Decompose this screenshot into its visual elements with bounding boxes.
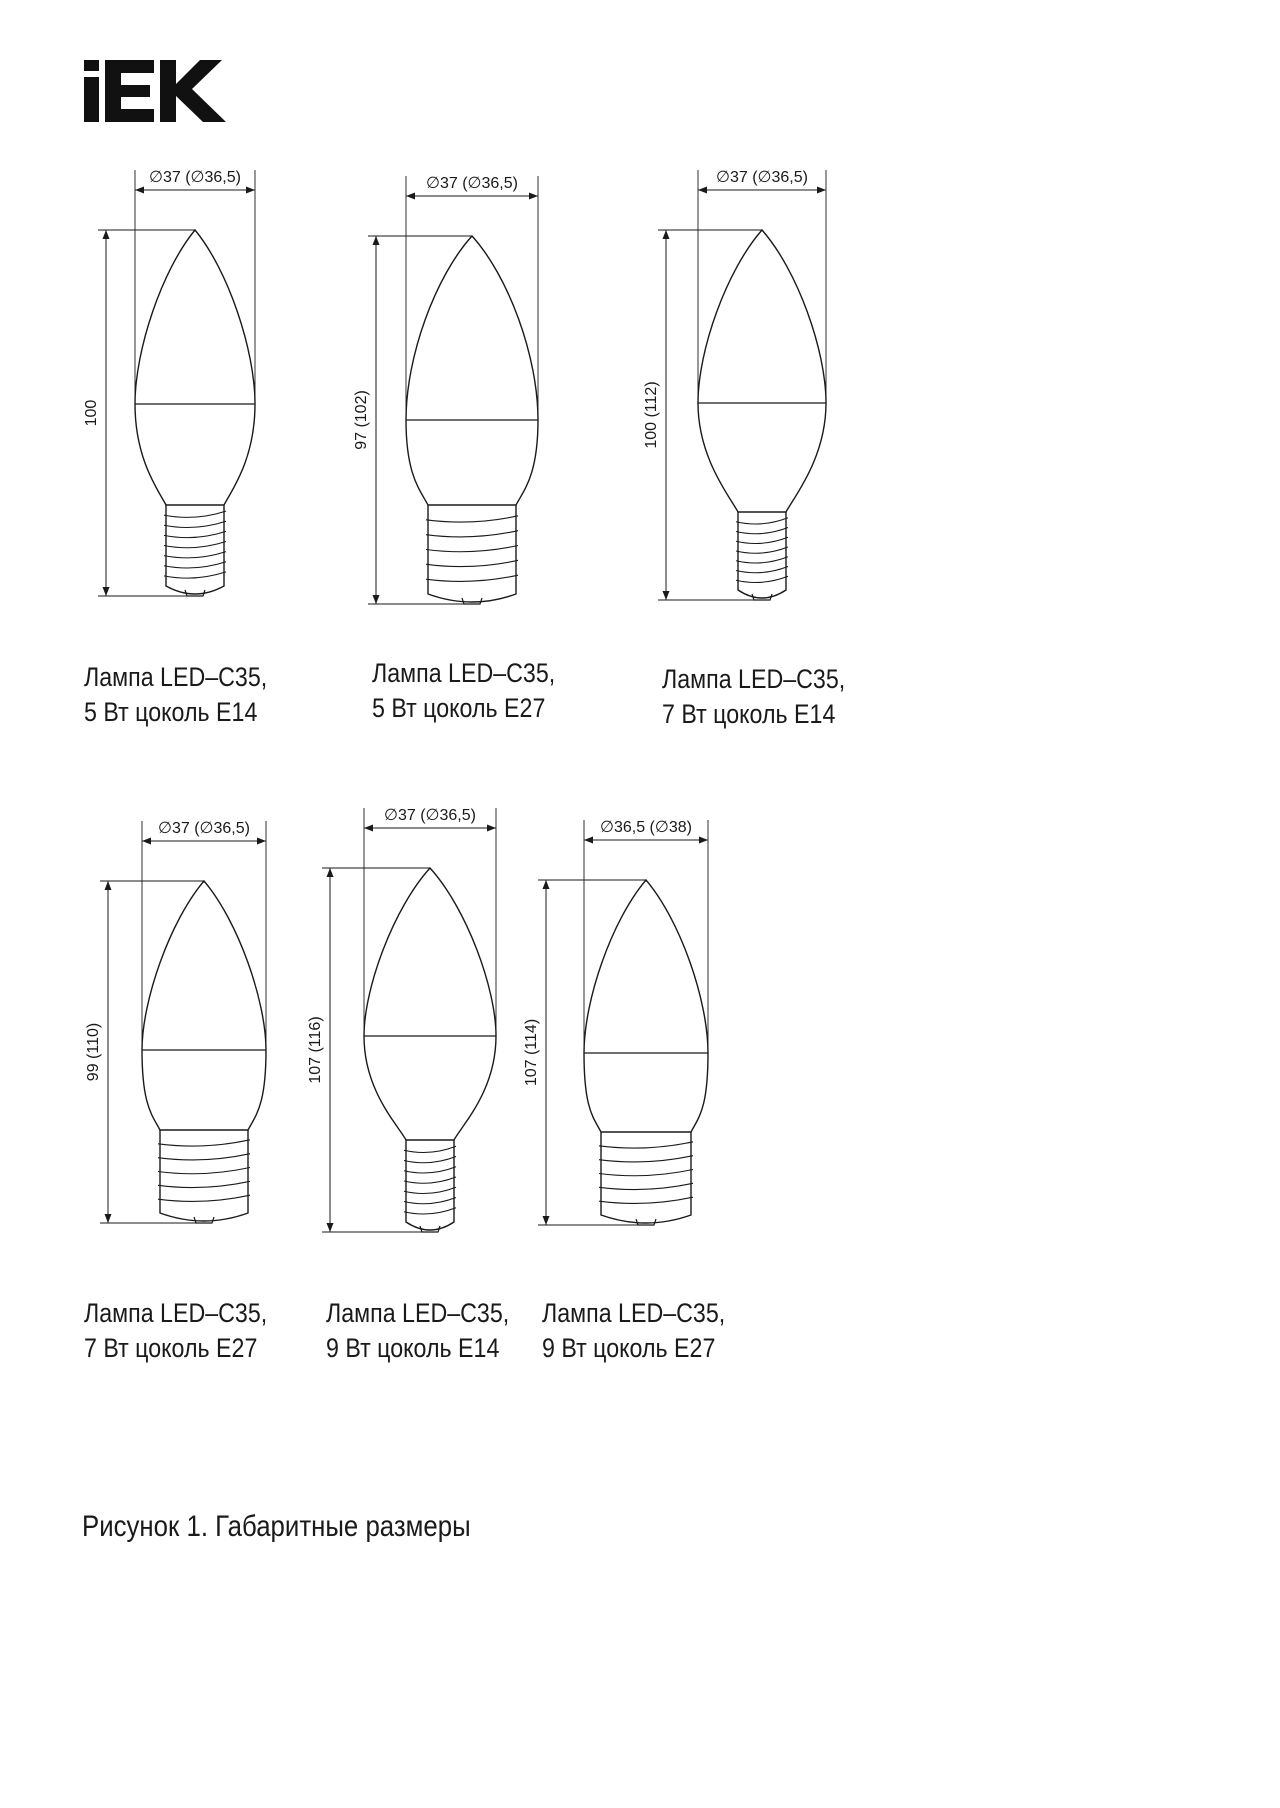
lamp-name: Лампа LED–C35, (84, 1298, 268, 1328)
thread-line (404, 1198, 456, 1204)
bulb-outline (135, 230, 255, 505)
thread-line (404, 1146, 456, 1152)
height-label: 99 (110) (85, 1022, 102, 1082)
lamp-name: Лампа LED–C35, (84, 662, 268, 692)
screw-base (428, 505, 516, 602)
thread-line (599, 1183, 693, 1189)
figure-caption: Рисунок 1. Габаритные размеры (82, 1510, 471, 1543)
diameter-label: ∅37 (∅36,5) (384, 807, 476, 824)
screw-base (166, 505, 224, 594)
height-label: 100 (83, 399, 100, 427)
thread-line (736, 576, 788, 582)
thread-line (404, 1187, 456, 1193)
height-label: 107 (116) (307, 1016, 324, 1084)
height-label: 97 (102) (353, 390, 370, 450)
thread-line (158, 1168, 250, 1174)
thread-line (736, 537, 788, 543)
thread-line (426, 516, 518, 522)
height-label: 100 (112) (643, 381, 660, 449)
thread-line (164, 542, 226, 548)
lamp-spec: 5 Вт цоколь E14 (84, 697, 258, 727)
lamp-spec: 5 Вт цоколь E27 (372, 693, 546, 723)
thread-line (164, 511, 226, 517)
lamp-drawing (83, 169, 255, 596)
lamp-spec: 7 Вт цоколь E14 (662, 699, 836, 729)
base-tip (636, 1219, 656, 1225)
screw-base (160, 1130, 248, 1221)
thread-line (599, 1197, 693, 1203)
lamp-spec: 9 Вт цоколь E27 (542, 1333, 716, 1363)
screw-base (406, 1140, 454, 1230)
thread-line (164, 562, 226, 568)
thread-line (736, 557, 788, 563)
lamp-caption (662, 662, 845, 732)
bulb-outline (584, 880, 708, 1132)
diameter-label: ∅36,5 (∅38) (600, 819, 692, 836)
lamp-spec: 9 Вт цоколь E14 (326, 1333, 500, 1363)
lamp-name: Лампа LED–C35, (542, 1298, 726, 1328)
thread-line (164, 572, 226, 578)
thread-line (404, 1157, 456, 1163)
thread-line (736, 518, 788, 524)
diameter-label: ∅37 (∅36,5) (716, 169, 808, 186)
thread-line (736, 528, 788, 534)
thread-line (736, 547, 788, 553)
thread-line (426, 575, 518, 581)
lamp-caption (84, 660, 267, 730)
lamp-drawing (353, 175, 538, 604)
bulb-outline (364, 868, 496, 1140)
lamp-spec: 7 Вт цоколь E27 (84, 1333, 258, 1363)
lamp-caption (372, 656, 555, 726)
lamp-caption (84, 1296, 267, 1366)
thread-line (599, 1142, 693, 1148)
thread-line (426, 560, 518, 566)
thread-line (599, 1156, 693, 1162)
thread-line (158, 1140, 250, 1146)
thread-line (164, 531, 226, 537)
thread-line (599, 1170, 693, 1176)
thread-line (158, 1154, 250, 1160)
lamp-drawing (523, 819, 708, 1225)
lamp-caption (542, 1296, 725, 1366)
screw-base (601, 1132, 691, 1223)
thread-line (404, 1167, 456, 1173)
lamp-drawing (307, 807, 496, 1232)
thread-line (426, 531, 518, 537)
lamp-name: Лампа LED–C35, (326, 1298, 510, 1328)
height-label: 107 (114) (523, 1018, 540, 1087)
thread-line (158, 1181, 250, 1187)
diameter-label: ∅37 (∅36,5) (158, 820, 250, 837)
thread-line (736, 567, 788, 573)
base-tip (462, 598, 482, 604)
lamp-drawing (643, 169, 826, 600)
thread-line (426, 546, 518, 552)
lamp-caption (326, 1296, 509, 1366)
screw-base (738, 512, 786, 598)
thread-line (164, 552, 226, 558)
thread-line (164, 521, 226, 527)
thread-line (158, 1195, 250, 1201)
thread-line (404, 1177, 456, 1183)
lamp-name: Лампа LED–C35, (372, 658, 556, 688)
bulb-outline (406, 236, 538, 505)
bulb-outline (142, 881, 266, 1130)
thread-line (404, 1208, 456, 1214)
diameter-label: ∅37 (∅36,5) (149, 169, 241, 186)
lamp-name: Лампа LED–C35, (662, 664, 846, 694)
diameter-label: ∅37 (∅36,5) (426, 175, 518, 192)
bulb-outline (698, 230, 826, 512)
lamp-drawing (85, 820, 266, 1223)
base-tip (194, 1217, 214, 1223)
